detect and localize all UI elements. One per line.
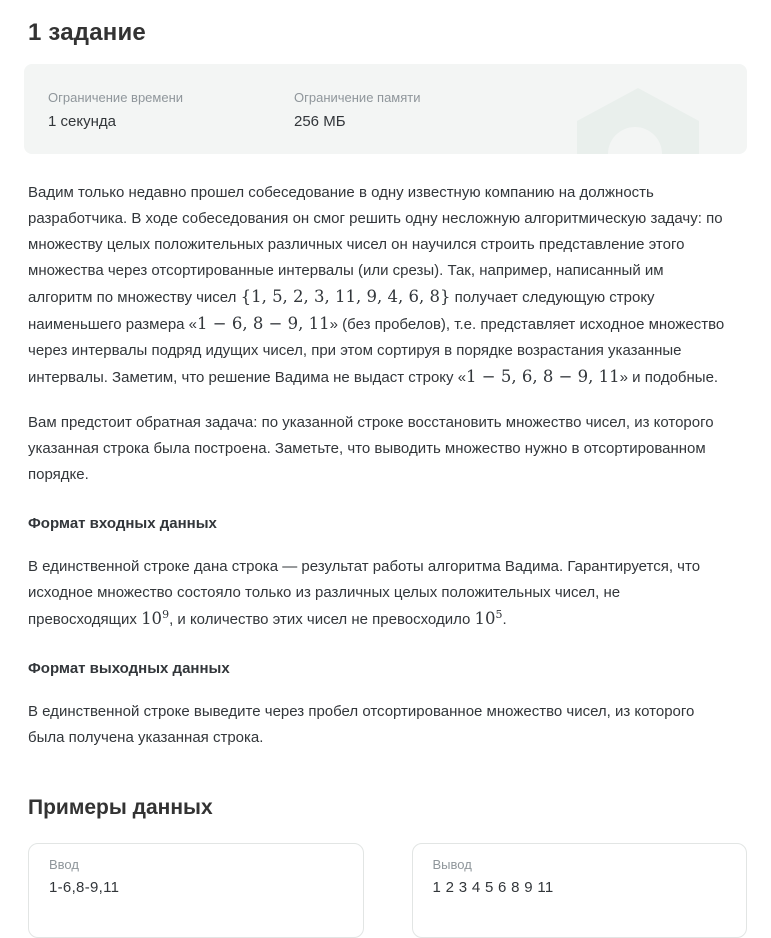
time-limit-label: Ограничение времени — [48, 90, 184, 105]
examples-title: Примеры данных — [28, 796, 213, 819]
output-format-paragraph: В единственной строке выведите через пробел отсортированное множество чисел, из которого была получена указанная строка. — [28, 703, 695, 746]
math-expression: 1 − 6, 8 − 9, 11 — [197, 314, 330, 333]
statement-paragraph-1: Вадим только недавно прошел собеседование в одну известную компанию на должность разработчика. В ходе собеседования он смог решить одну несложную алгоритмическую задачу: по множеству целых положительных различных чисел он научился строить представление этого множества через отсортированные интервалы (или срезы). Так, например, написанный им алгоритм по множеству чисел {1, 5, 2, 3, 11, 9, 4, 6, 8} получает следующую строку наименьшего размера «1 − 6, 8 − 9, 11» (без пробелов), т.е. представляет исходное множество через интервалы подряд идущих чисел, при этом сортируя в порядке возрастания указанные интервалы. Заметим, что решение Вадима не выдаст строку «1 − 5, 6, 8 − 9, 11» и подобные. — [28, 184, 725, 386]
statement-paragraph-2: Вам предстоит обратная задача: по указанной строке восстановить множество чисел, из которого указанная строка была построена. Заметьте, что выводить множество нужно в отсортированном порядке. — [28, 414, 714, 483]
limits-panel — [24, 64, 747, 154]
math-expression: 10 — [474, 609, 496, 628]
math-expression: 5 — [495, 608, 503, 621]
math-expression: 1 − 5, 6, 8 − 9, 11 — [466, 367, 620, 386]
example-output-value: 1 2 3 4 5 6 8 9 11 — [432, 879, 554, 896]
math-expression: 10 — [141, 609, 163, 628]
problem-statement — [24, 180, 747, 751]
memory-limit-label: Ограничение памяти — [294, 90, 421, 105]
time-limit-value: 1 секунда — [48, 113, 116, 130]
time-limit — [48, 89, 294, 154]
house-logo-watermark-icon — [577, 88, 699, 154]
input-format-heading: Формат входных данных — [28, 515, 217, 532]
example-input-box[interactable] — [28, 843, 364, 938]
math-expression: {1, 5, 2, 3, 11, 9, 4, 6, 8} — [240, 287, 451, 306]
page-title: 1 задание — [28, 19, 146, 46]
memory-limit — [294, 89, 540, 154]
memory-limit-value: 256 МБ — [294, 113, 346, 130]
math-expression: 9 — [162, 608, 170, 621]
input-format-paragraph: В единственной строке дана строка — результат работы алгоритма Вадима. Гарантируется, что исходное множество состояло только из различных целых положительных чисел, не превосходящих $10^9$, и количество этих чисел не превосходило $10^5$. — [28, 558, 701, 628]
output-format-heading: Формат выходных данных — [28, 660, 230, 677]
example-input-label: Ввод — [49, 857, 79, 872]
example-output-label: Вывод — [432, 857, 472, 872]
example-input-value: 1-6,8-9,11 — [49, 879, 120, 896]
example-output-box[interactable] — [412, 843, 748, 938]
examples-row — [28, 843, 747, 938]
